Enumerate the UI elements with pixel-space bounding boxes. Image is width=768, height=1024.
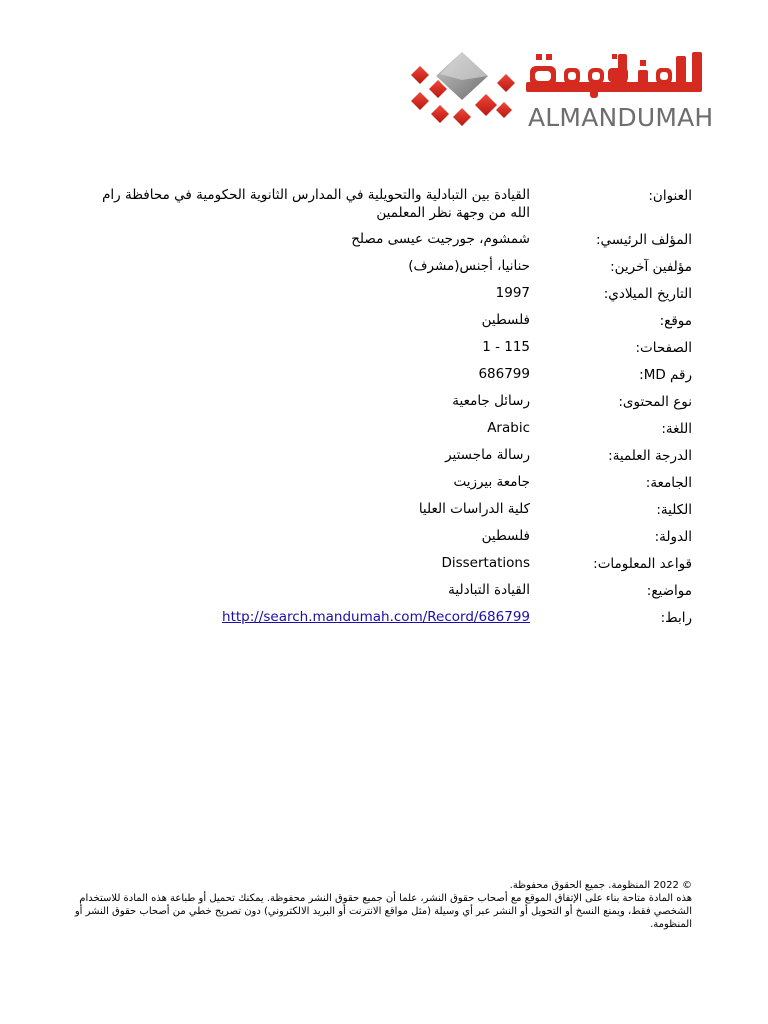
field-degree xyxy=(92,446,692,465)
field-label: التاريخ الميلادي: xyxy=(603,286,692,302)
rights-notice: هذه المادة متاحة بناء على الإتفاق الموقع مع أصحاب حقوق النشر، علما أن جميع حقوق النشر محفوظة. يمكنك تحميل أو طباعة هذه المادة للاستخدام الشخصي فقط، ويمنع النسخ أو التحويل أو النشر عبر أي وسيلة (مثل مواقع الانترنت أو البريد الالكتروني) دون تصريح خطي من أصحاب حقوق النشر أو المنظومة. xyxy=(74,893,692,930)
field-value-main-author: شمشوم، جورجيت عيسى مصلح xyxy=(351,231,530,247)
field-other-authors xyxy=(92,257,692,276)
field-date xyxy=(92,284,692,303)
field-value-pages: 1 - 115 xyxy=(482,339,530,355)
field-value-degree: رسالة ماجستير xyxy=(445,447,530,463)
field-value-university: جامعة بيرزيت xyxy=(453,474,530,490)
field-university xyxy=(92,473,692,492)
field-language xyxy=(92,419,692,438)
field-label: الكلية: xyxy=(656,502,692,518)
field-value-link xyxy=(92,608,530,627)
field-label: رابط: xyxy=(660,610,692,626)
field-label: اللغة: xyxy=(661,421,692,437)
field-value-title: القيادة بين التبادلية والتحويلية في المدارس الثانوية الحكومية في محافظة رام الله من وجهة نظر المعلمين xyxy=(102,187,530,221)
field-label: الدرجة العلمية: xyxy=(608,448,692,464)
field-value-faculty: كلية الدراسات العليا xyxy=(418,501,530,517)
field-value-databases: Dissertations xyxy=(441,555,530,571)
field-value-content-type: رسائل جامعية xyxy=(452,393,530,409)
field-label: الصفحات: xyxy=(635,340,692,356)
field-value-language: Arabic xyxy=(487,420,530,436)
field-value-md-number: 686799 xyxy=(478,366,530,382)
field-faculty xyxy=(92,500,692,519)
field-value-other-authors: حنانيا، أجنس(مشرف) xyxy=(408,258,530,274)
diamond-cluster-logo-icon xyxy=(404,50,520,136)
field-title xyxy=(92,186,692,222)
copyright-line: © 2022 المنظومة. جميع الحقوق محفوظة. xyxy=(509,880,692,891)
field-location xyxy=(92,311,692,330)
field-label: رقم MD: xyxy=(639,367,692,383)
field-md-number xyxy=(92,365,692,384)
field-value-date: 1997 xyxy=(495,285,530,301)
almandumah-logo xyxy=(404,50,714,136)
field-main-author xyxy=(92,230,692,249)
logo-english-wordmark: ALMANDUMAH xyxy=(528,103,714,132)
field-subjects xyxy=(92,581,692,600)
record-link[interactable]: http://search.mandumah.com/Record/686799 xyxy=(222,609,530,625)
field-value-location: فلسطين xyxy=(481,312,530,328)
arabic-wordmark xyxy=(522,50,706,102)
field-label: الجامعة: xyxy=(645,475,692,491)
copyright-footer xyxy=(62,879,692,931)
field-databases xyxy=(92,554,692,573)
record-metadata xyxy=(92,186,692,635)
field-label: المؤلف الرئيسي: xyxy=(595,232,692,248)
field-country xyxy=(92,527,692,546)
field-content-type xyxy=(92,392,692,411)
field-link xyxy=(92,608,692,627)
field-value-country: فلسطين xyxy=(481,528,530,544)
field-label: الدولة: xyxy=(654,529,692,545)
field-label: قواعد المعلومات: xyxy=(593,556,692,572)
field-pages xyxy=(92,338,692,357)
field-label: مواضيع: xyxy=(646,583,692,599)
field-label: موقع: xyxy=(659,313,692,329)
field-label: العنوان: xyxy=(648,188,692,204)
field-label: نوع المحتوى: xyxy=(618,394,692,410)
field-value-subjects: القيادة التبادلية xyxy=(448,582,530,598)
field-label: مؤلفين آخرين: xyxy=(610,259,692,275)
